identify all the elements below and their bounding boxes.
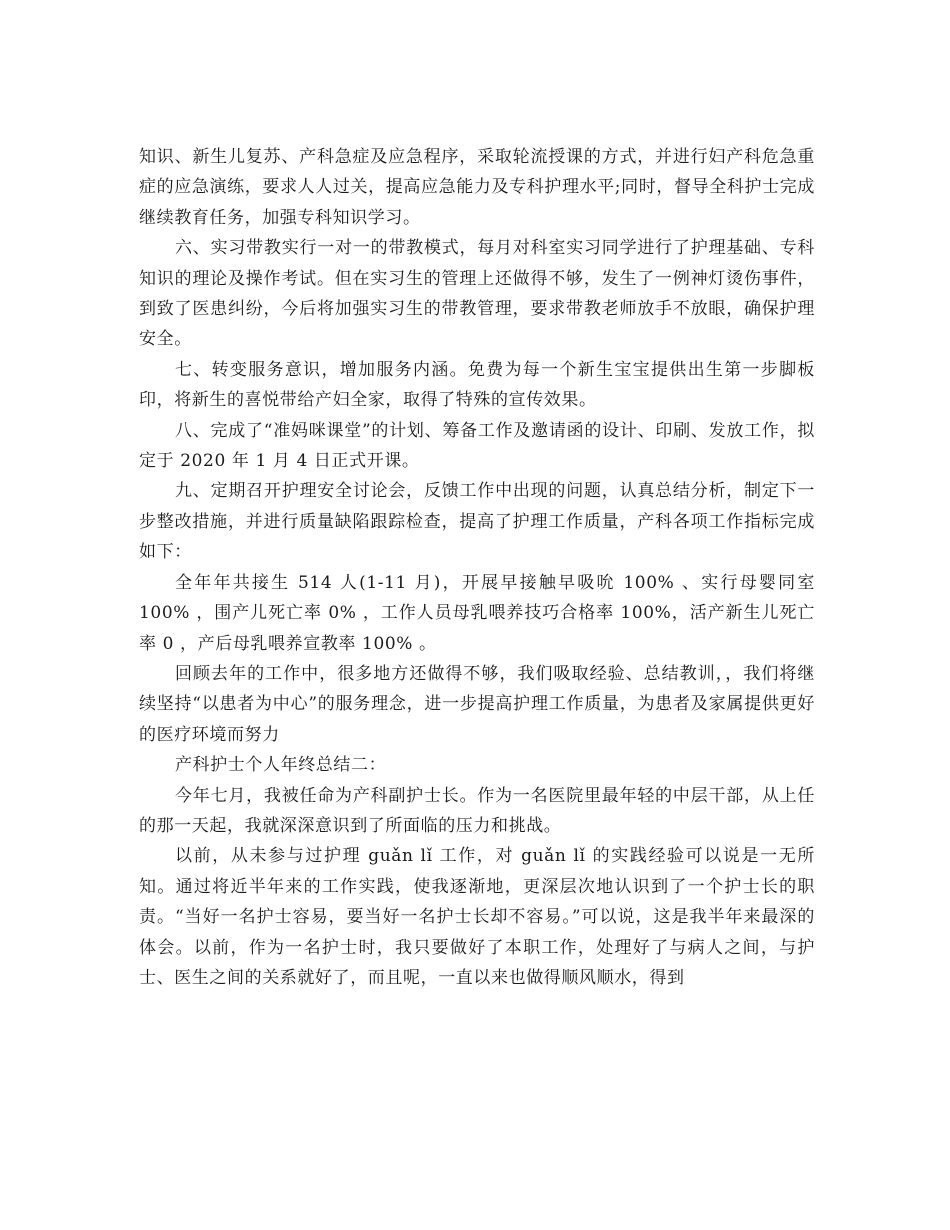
paragraph-continued: 知识、新生儿复苏、产科急症及应急程序，采取轮流授课的方式，并进行妇产科危急重症的应急演练，要求人人过关，提高应急能力及专科护理水平;同时，督导全科护士完成继续教育任务，加强专科知识学习。 (139, 147, 815, 228)
paragraph-item-seven: 七、转变服务意识，增加服务内涵。免费为每一个新生宝宝提供出生第一步脚板印，将新生的喜悦带给产妇全家，取得了特殊的宣传效果。 (139, 359, 815, 411)
paragraph-item-eight: 八、完成了“准妈咪课堂”的计划、筹备工作及邀请函的设计、印刷、发放工作，拟定于 2020 年 1 月 4 日正式开课。 (139, 420, 815, 472)
paragraph-experience: 以前，从未参与过护理 guǎn lǐ 工作，对 guǎn lǐ 的实践经验可以说是一无所知。通过将近半年来的工作实践，使我逐渐地，更深层次地认识到了一个护士长的职责。“当好一名护士容易，要当好一名护士长却不容易。”可以说，这是我半年来最深的体会。以前，作为一名护士时，我只要做好了本职工作，处理好了与病人之间，与护士、医生之间的关系就好了，而且呢，一直以来也做得顺风顺水，得到 (139, 846, 815, 988)
paragraph-review: 回顾去年的工作中，很多地方还做得不够，我们吸取经验、总结教训，，我们将继续坚持“以患者为中心”的服务理念，进一步提高护理工作质量，为患者及家属提供更好的医疗环境而努力 (139, 663, 815, 745)
paragraph-statistics: 全年年共接生 514 人(1-11 月)，开展早接触早吸吮 100% 、实行母婴同室 100% ，围产儿死亡率 0% ，工作人员母乳喂养技巧合格率 100%，活产新生儿死亡率 0 ，产后母乳喂养宣教率 100% 。 (139, 572, 815, 654)
document-body (139, 142, 815, 993)
paragraph-item-nine: 九、定期召开护理安全讨论会，反馈工作中出现的问题，认真总结分析，制定下一步整改措施，并进行质量缺陷跟踪检查，提高了护理工作质量，产科各项工作指标完成如下： (139, 481, 815, 563)
paragraph-item-six: 六、实习带教实行一对一的带教模式，每月对科室实习同学进行了护理基础、专科知识的理论及操作考试。但在实习生的管理上还做得不够，发生了一例神灯烫伤事件，到致了医患纠纷，今后将加强实习生的带教管理，要求带教老师放手不放眼，确保护理安全。 (139, 238, 815, 350)
section-heading-summary-two: 产科护士个人年终总结二： (175, 755, 387, 776)
paragraph-appointment: 今年七月，我被任命为产科副护士长。作为一名医院里最年轻的中层干部，从上任的那一天起，我就深深意识到了所面临的压力和挑战。 (139, 785, 815, 836)
